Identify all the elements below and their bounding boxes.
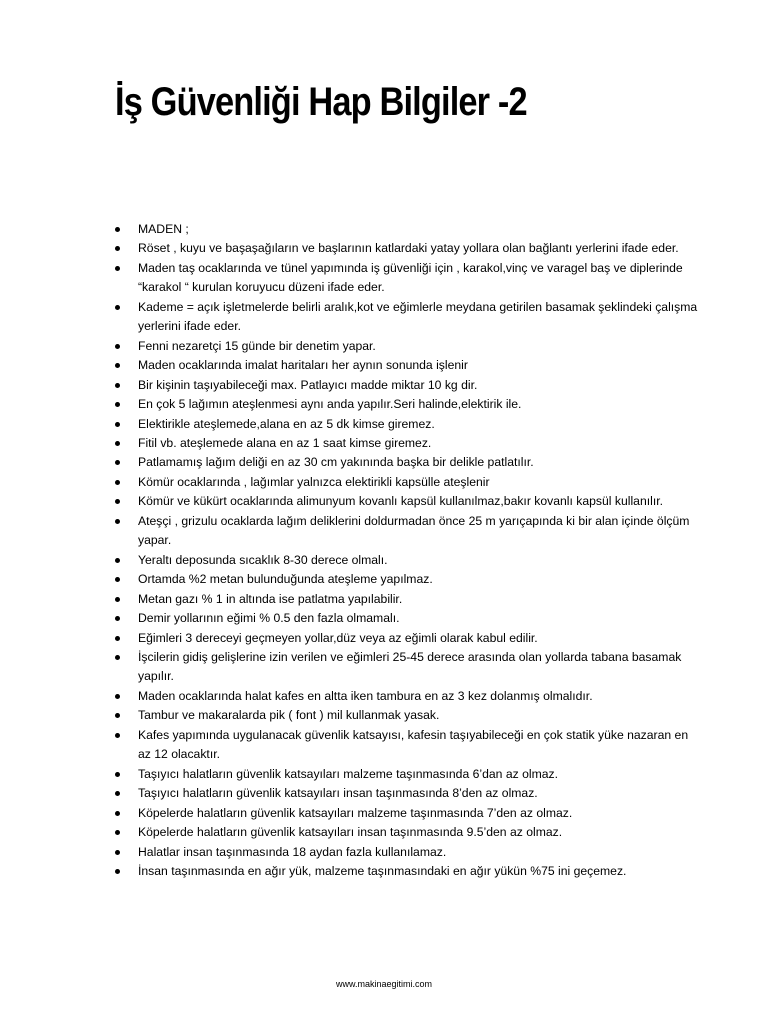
bullet-dot-icon	[115, 811, 120, 816]
bullet-dot-icon	[115, 344, 120, 349]
list-item-text: Patlamamış lağım deliği en az 30 cm yakınında başka bir delikle patlatılır.	[138, 455, 534, 470]
list-item	[112, 609, 702, 628]
list-item-text: Röset , kuyu ve başaşağıların ve başlarının katlardaki yatay yollara olan bağlantı yerlerini ifade eder.	[138, 241, 679, 256]
bullet-dot-icon	[115, 655, 120, 660]
list-item	[112, 726, 702, 765]
bullet-dot-icon	[115, 772, 120, 777]
list-item	[112, 434, 702, 453]
list-item-text: Halatlar insan taşınmasında 18 aydan fazla kullanılamaz.	[138, 844, 447, 859]
list-item	[112, 551, 702, 570]
list-item-text: Ateşçi , grizulu ocaklarda lağım deliklerini doldurmadan önce 25 m yarıçapında ki bir alan içinde ölçüm yapar.	[138, 513, 690, 548]
list-item	[112, 706, 702, 725]
list-item-text: Maden taş ocaklarında ve tünel yapımında iş güvenliği için , karakol,vinç ve varagel baş ve diplerinde “karakol “ kurulan koruyucu düzeni ifade eder.	[138, 260, 683, 295]
list-item	[112, 629, 702, 648]
bullet-dot-icon	[115, 227, 120, 232]
bullet-dot-icon	[115, 850, 120, 855]
list-item-text: Demir yollarının eğimi % 0.5 den fazla olmamalı.	[138, 611, 400, 626]
bullet-dot-icon	[115, 830, 120, 835]
bullet-dot-icon	[115, 869, 120, 874]
bullet-dot-icon	[115, 791, 120, 796]
list-item-text: En çok 5 lağımın ateşlenmesi aynı anda yapılır.Seri halinde,elektirik ile.	[138, 397, 522, 412]
list-item-text: Maden ocaklarında imalat haritaları her aynın sonunda işlenir	[138, 358, 468, 373]
list-item-text: Ortamda %2 metan bulunduğunda ateşleme yapılmaz.	[138, 572, 433, 587]
list-item-text: Fitil vb. ateşlemede alana en az 1 saat kimse giremez.	[138, 435, 432, 450]
bullet-list	[112, 220, 702, 881]
list-item	[112, 473, 702, 492]
list-item-text: Kademe = açık işletmelerde belirli aralık,kot ve eğimlerle meydana getirilen basamak şeklindeki çalışma yerlerini ifade eder.	[138, 299, 698, 334]
bullet-dot-icon	[115, 519, 120, 524]
bullet-dot-icon	[115, 597, 120, 602]
list-item	[112, 356, 702, 375]
bullet-dot-icon	[115, 733, 120, 738]
list-item	[112, 415, 702, 434]
bullet-dot-icon	[115, 480, 120, 485]
list-item-text: Yeraltı deposunda sıcaklık 8-30 derece olmalı.	[138, 552, 388, 567]
list-item-text: Kömür ve kükürt ocaklarında alimunyum kovanlı kapsül kullanılmaz,bakır kovanlı kapsül kullanılır.	[138, 494, 663, 509]
bullet-dot-icon	[115, 558, 120, 563]
list-item	[112, 220, 702, 239]
list-item-text: Metan gazı % 1 in altında ise patlatma yapılabilir.	[138, 591, 403, 606]
list-item-text: Eğimleri 3 dereceyi geçmeyen yollar,düz veya az eğimli olarak kabul edilir.	[138, 630, 538, 645]
bullet-dot-icon	[115, 499, 120, 504]
list-item	[112, 804, 702, 823]
list-item	[112, 376, 702, 395]
list-item-text: Taşıyıcı halatların güvenlik katsayıları malzeme taşınmasında 6’dan az olmaz.	[138, 766, 558, 781]
list-item	[112, 823, 702, 842]
bullet-dot-icon	[115, 616, 120, 621]
bullet-dot-icon	[115, 383, 120, 388]
list-item	[112, 298, 702, 337]
bullet-dot-icon	[115, 713, 120, 718]
list-item	[112, 259, 702, 298]
page-title: İş Güvenliği Hap Bilgiler -2	[115, 80, 527, 124]
list-item-text: İşcilerin gidiş gelişlerine izin verilen ve eğimleri 25-45 derece arasında olan yollarda tabana basamak yapılır.	[138, 649, 682, 684]
bullet-dot-icon	[115, 694, 120, 699]
bullet-dot-icon	[115, 422, 120, 427]
list-item-text: Köpelerde halatların güvenlik katsayıları malzeme taşınmasında 7’den az olmaz.	[138, 805, 573, 820]
list-item	[112, 239, 702, 258]
list-item-text: Fenni nezaretçi 15 günde bir denetim yapar.	[138, 338, 376, 353]
list-item	[112, 337, 702, 356]
footer-url: www.makinaegitimi.com	[335, 979, 433, 989]
list-item-text: Tambur ve makaralarda pik ( font ) mil kullanmak yasak.	[138, 708, 440, 723]
list-item	[112, 512, 702, 551]
list-item-text: Elektirikle ateşlemede,alana en az 5 dk kimse giremez.	[138, 416, 435, 431]
bullet-dot-icon	[115, 441, 120, 446]
bullet-dot-icon	[115, 460, 120, 465]
list-item	[112, 570, 702, 589]
list-item-text: Kömür ocaklarında , lağımlar yalnızca elektirikli kapsülle ateşlenir	[138, 474, 490, 489]
list-item	[112, 453, 702, 472]
bullet-dot-icon	[115, 266, 120, 271]
list-item-text: Bir kişinin taşıyabileceği max. Patlayıcı madde miktar 10 kg dir.	[138, 377, 478, 392]
list-item-text: İnsan taşınmasında en ağır yük, malzeme taşınmasındaki en ağır yükün %75 ini geçemez.	[138, 863, 627, 878]
list-item-text: Maden ocaklarında halat kafes en altta iken tambura en az 3 kez dolanmış olmalıdır.	[138, 688, 593, 703]
list-item	[112, 648, 702, 687]
list-item	[112, 784, 702, 803]
list-item	[112, 687, 702, 706]
list-item-text: Taşıyıcı halatların güvenlik katsayıları insan taşınmasında 8’den az olmaz.	[138, 786, 538, 801]
bullet-dot-icon	[115, 246, 120, 251]
bullet-dot-icon	[115, 577, 120, 582]
bullet-dot-icon	[115, 402, 120, 407]
bullet-dot-icon	[115, 636, 120, 641]
list-item	[112, 590, 702, 609]
list-item	[112, 492, 702, 511]
bullet-dot-icon	[115, 305, 120, 310]
list-item-text: Köpelerde halatların güvenlik katsayıları insan taşınmasında 9.5’den az olmaz.	[138, 825, 563, 840]
list-item	[112, 395, 702, 414]
list-item-text: MADEN ;	[138, 222, 189, 236]
list-item-text: Kafes yapımında uygulanacak güvenlik katsayısı, kafesin taşıyabileceği en çok statik yüke nazaran en az 12 olacaktır.	[138, 727, 689, 762]
list-item	[112, 765, 702, 784]
list-item	[112, 843, 702, 862]
bullet-dot-icon	[115, 363, 120, 368]
list-item	[112, 862, 702, 881]
